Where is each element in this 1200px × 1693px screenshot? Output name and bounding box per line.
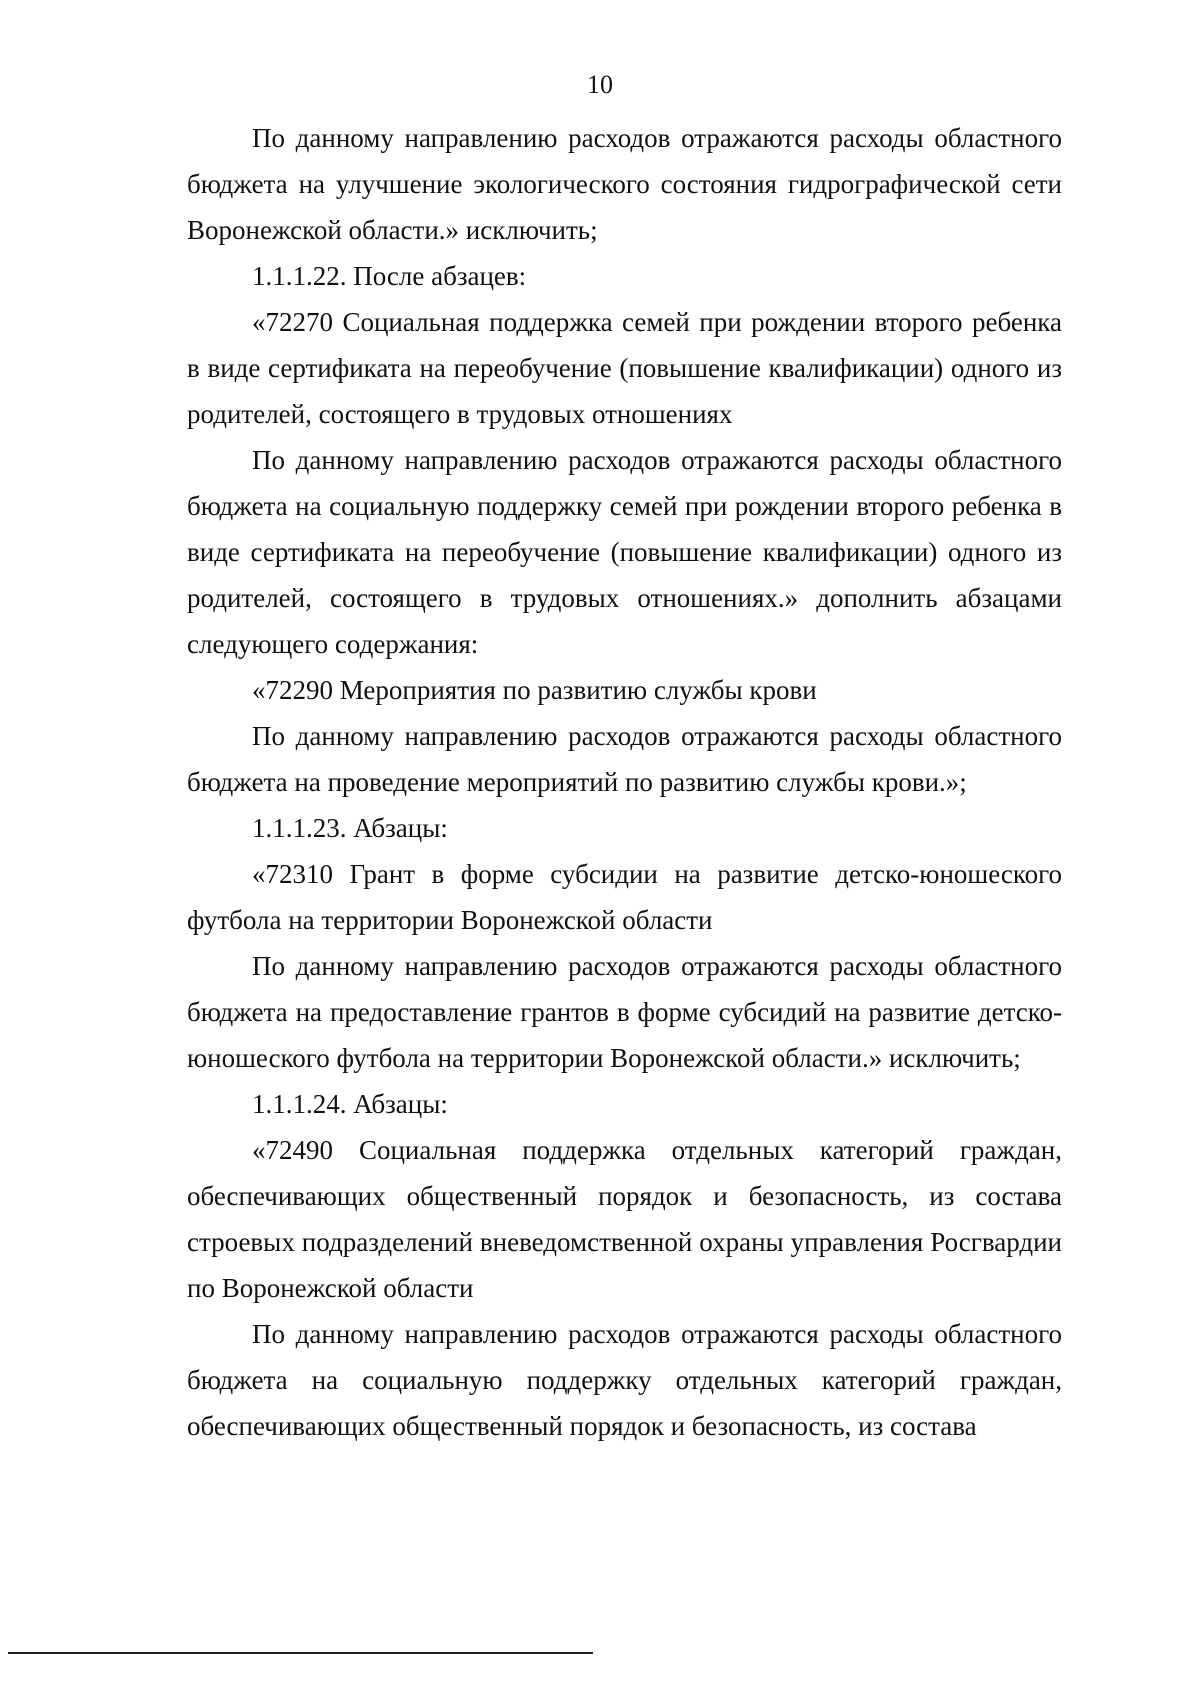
section-heading: 1.1.1.23. Абзацы:	[252, 813, 448, 843]
paragraph: «72290 Мероприятия по развитию службы крови	[252, 675, 817, 705]
section-heading: 1.1.1.24. Абзацы:	[252, 1089, 448, 1119]
paragraph: По данному направлению расходов отражаются расходы областного бюджета на улучшение экологического состояния гидрографической сети Воронежской области.» исключить;	[187, 123, 1062, 245]
paragraph: По данному направлению расходов отражаются расходы областного бюджета на предоставление грантов в форме субсидий на развитие детско-юношеского футбола на территории Воронежской области.» исключить;	[187, 951, 1062, 1073]
paragraph: «72310 Грант в форме субсидии на развитие детско-юношеского футбола на территории Воронежской области	[187, 859, 1062, 935]
paragraph: «72490 Социальная поддержка отдельных категорий граждан, обеспечивающих общественный порядок и безопасность, из состава строевых подразделений вневедомственной охраны управления Росгвардии по Воронежской области	[187, 1135, 1062, 1303]
paragraph: По данному направлению расходов отражаются расходы областного бюджета на социальную поддержку отдельных категорий граждан, обеспечивающих общественный порядок и безопасность, из состава	[187, 1319, 1062, 1441]
paragraph: По данному направлению расходов отражаются расходы областного бюджета на проведение мероприятий по развитию службы крови.»;	[187, 721, 1062, 797]
footer-rule	[8, 1652, 593, 1654]
paragraph: По данному направлению расходов отражаются расходы областного бюджета на социальную поддержку семей при рождении второго ребенка в виде сертификата на переобучение (повышение квалификации) одного из родителей, состоящего в трудовых отношениях.» дополнить абзацами следующего содержания:	[187, 445, 1062, 659]
section-heading: 1.1.1.22. После абзацев:	[252, 261, 527, 291]
paragraph: «72270 Социальная поддержка семей при рождении второго ребенка в виде сертификата на переобучение (повышение квалификации) одного из родителей, состоящего в трудовых отношениях	[187, 307, 1062, 429]
page-number: 10	[587, 70, 613, 99]
document-body	[187, 115, 1062, 1449]
